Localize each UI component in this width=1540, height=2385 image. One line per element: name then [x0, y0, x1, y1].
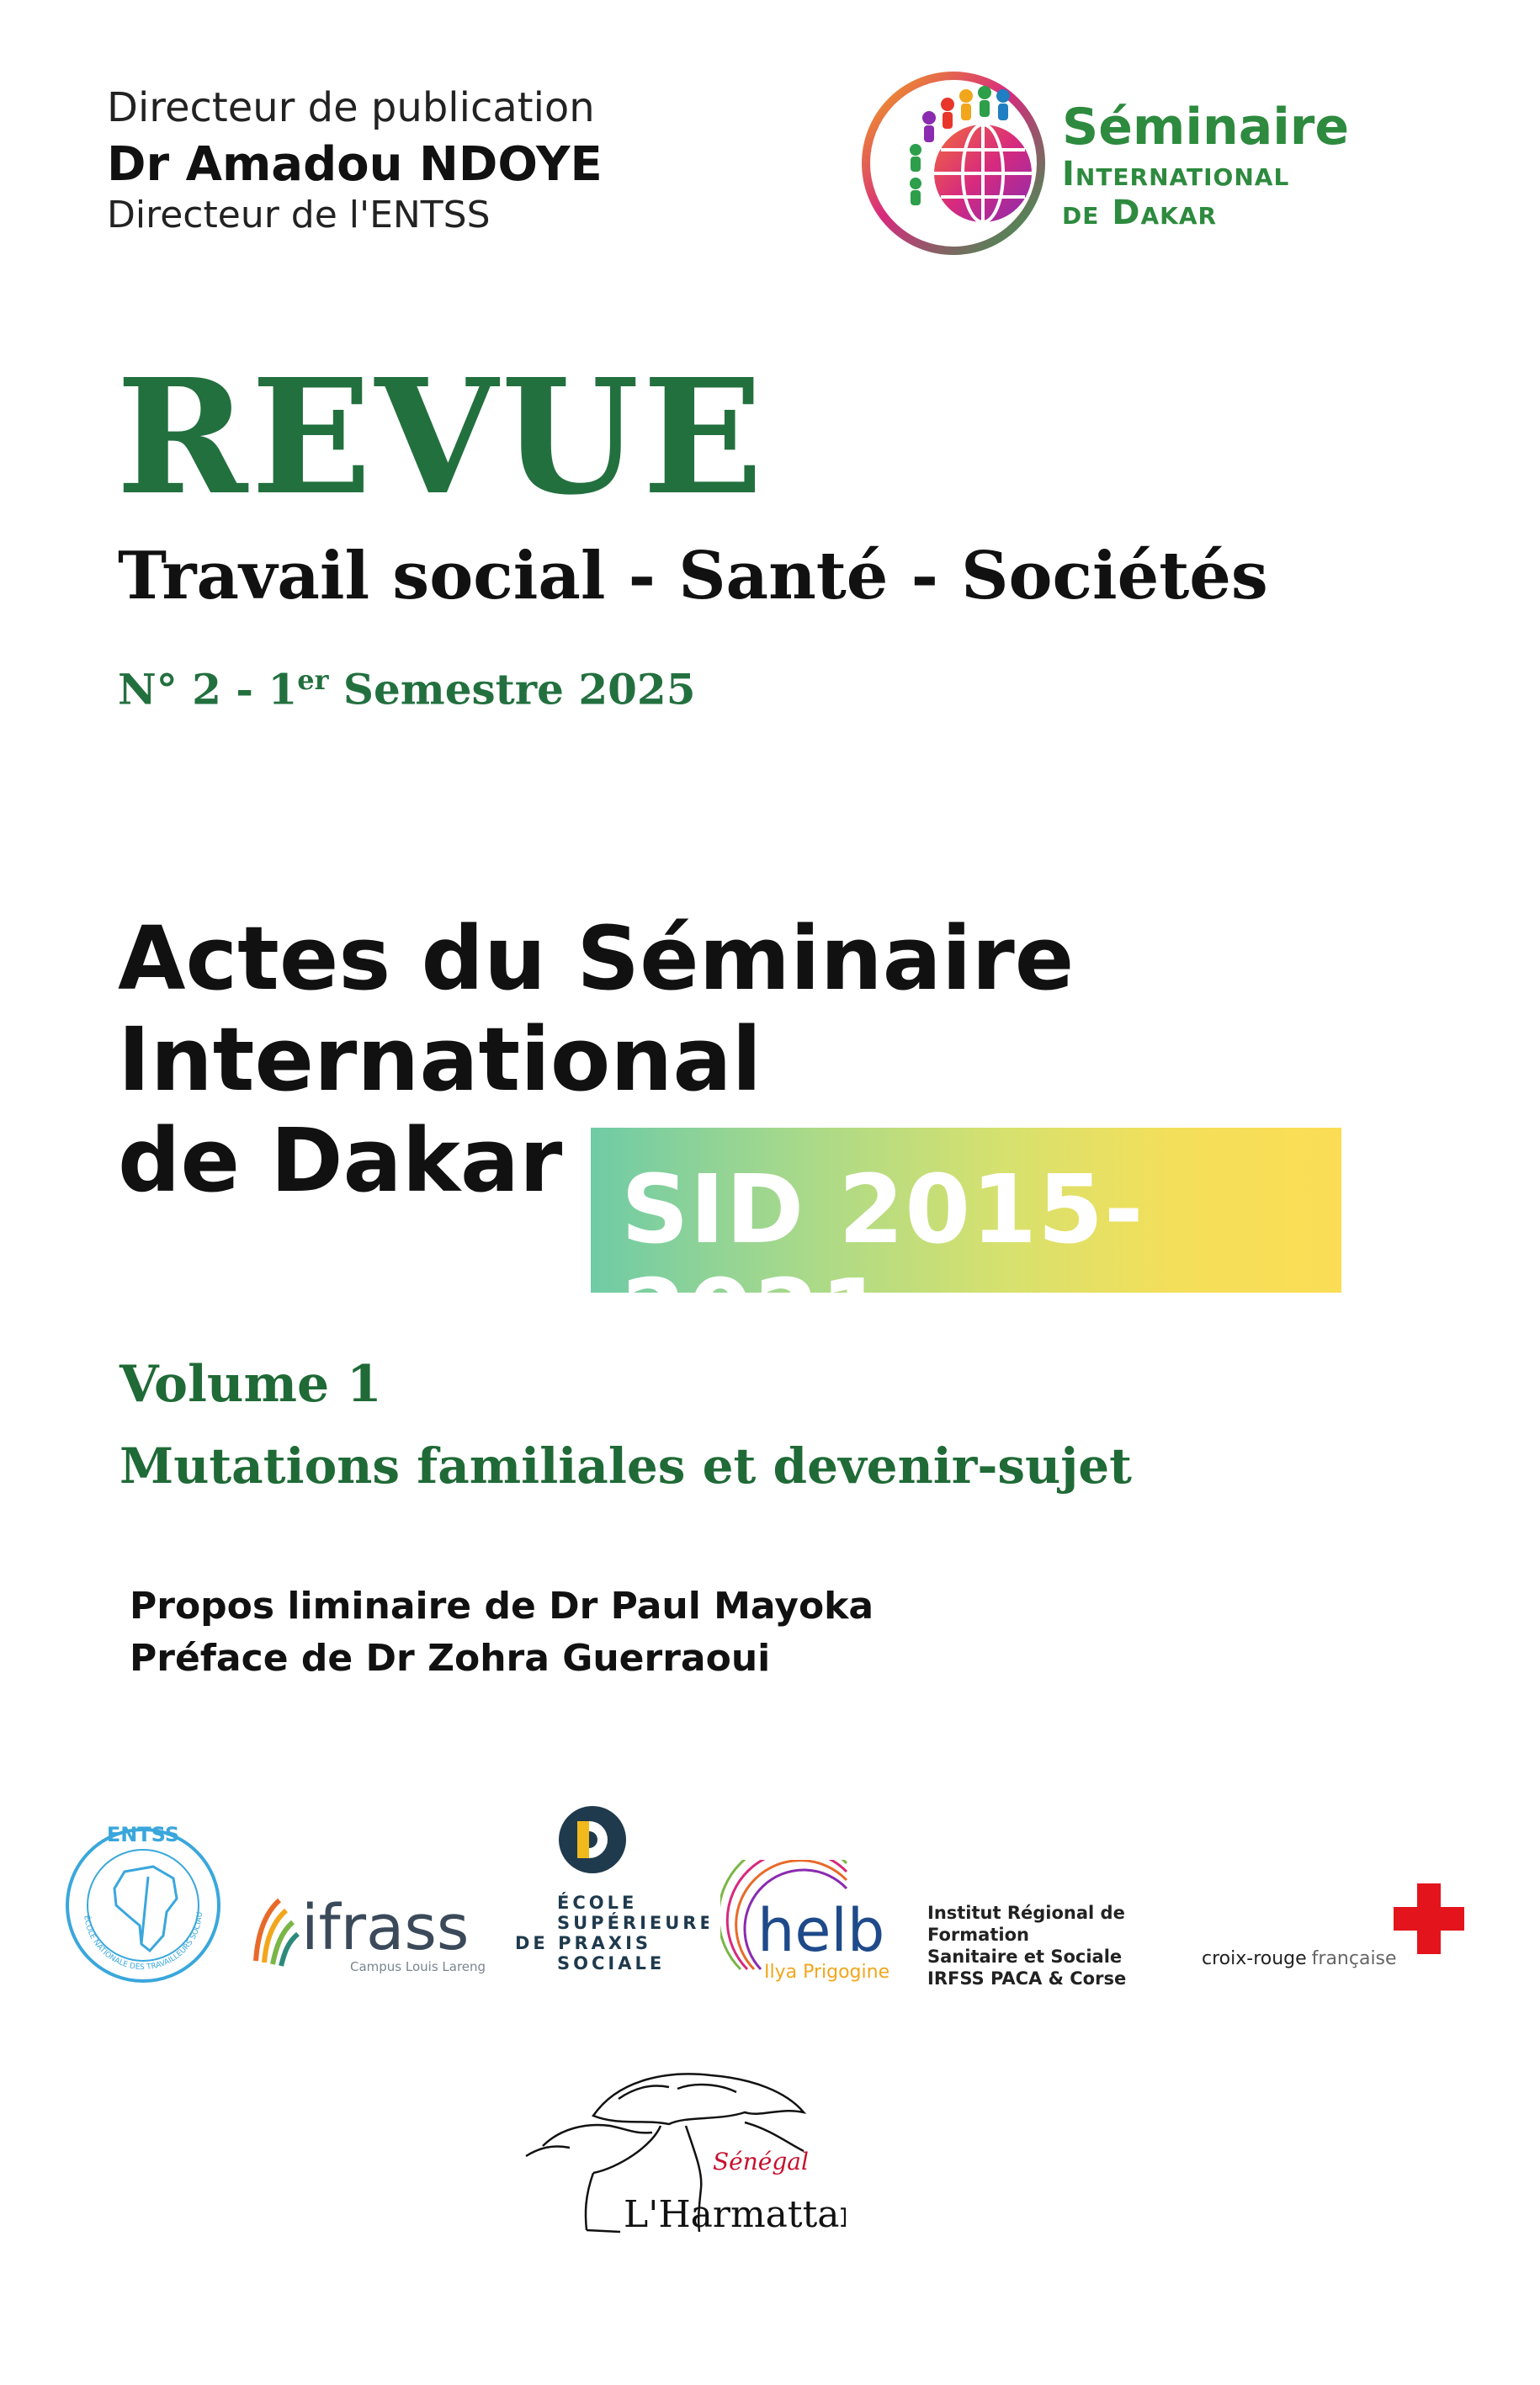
- helb-logo-tagline: Ilya Prigogine: [764, 1962, 890, 1983]
- ifrass-logo-name: ifrass: [301, 1892, 470, 1964]
- seminaire-logo-line2: International: [1062, 155, 1290, 194]
- entss-ring-text: ÉCOLE NATIONALE DES TRAVAILLEURS SOCIAU: [82, 1911, 205, 1973]
- volume-title: Volume 1: [119, 1355, 382, 1414]
- entss-logo-name: ENTSS: [106, 1823, 180, 1846]
- publication-director-role: Directeur de l'ENTSS: [107, 194, 491, 236]
- esps-line4: SOCIALE: [557, 1953, 666, 1973]
- irfss-line1: Institut Régional de Formation: [927, 1903, 1125, 1945]
- red-cross-icon: [1394, 1883, 1464, 1954]
- croix-rouge-name: croix-rouge: [1202, 1948, 1307, 1969]
- preface-credit: Préface de Dr Zohra Guerraoui: [130, 1637, 771, 1680]
- ifrass-logo-tagline: Campus Louis Lareng: [350, 1959, 486, 1974]
- ifrass-logo: [246, 1860, 498, 1986]
- esps-line1: ÉCOLE: [557, 1893, 638, 1913]
- seminaire-logo-line3: de Dakar: [1062, 194, 1218, 232]
- actes-title-line1: Actes du Séminaire: [118, 907, 1075, 1010]
- issue-superscript: er: [297, 664, 329, 696]
- esps-line2: SUPÉRIEURE: [557, 1913, 709, 1933]
- globe-people-icon: [857, 66, 1050, 261]
- revue-title: REVUE: [116, 344, 767, 530]
- publication-director-label: Directeur de publication: [107, 84, 595, 131]
- publication-director-name: Dr Amadou NDOYE: [107, 137, 603, 192]
- publisher-region: Sénégal: [713, 2148, 809, 2175]
- sid-badge: [591, 1128, 1341, 1369]
- issue-number: N° 2 - 1: [118, 664, 298, 714]
- volume-subtitle: Mutations familiales et devenir-sujet: [119, 1437, 1132, 1495]
- irfss-line3: IRFSS PACA & Corse: [927, 1968, 1127, 1989]
- harmattan-logo: [492, 2045, 846, 2240]
- svg-text:croix-rougefrançaise: [1202, 1948, 1397, 1969]
- propos-liminaire: Propos liminaire de Dr Paul Mayoka: [130, 1585, 874, 1628]
- helb-logo: [720, 1860, 902, 1986]
- actes-title-line2: International: [118, 1008, 762, 1111]
- issue-semester: Semestre 2025: [328, 664, 696, 714]
- sid-badge-text: SID 2015-2021: [621, 1155, 1144, 1369]
- publisher-name: L'Harmattan: [624, 2193, 846, 2236]
- entss-logo: [59, 1818, 227, 1986]
- esps-logo: [515, 1801, 709, 1995]
- esps-line3: DE PRAXIS: [515, 1933, 652, 1953]
- irfss-logo: [927, 1902, 1197, 1989]
- helb-logo-name: helb: [757, 1896, 885, 1965]
- seminaire-logo-line1: Séminaire: [1062, 98, 1350, 157]
- revue-issue: [118, 655, 696, 715]
- croix-rouge-logo: [1198, 1883, 1468, 1984]
- seminaire-logo-text: [1062, 99, 1349, 232]
- irfss-line2: Sanitaire et Sociale: [927, 1947, 1123, 1967]
- croix-rouge-name2: française: [1311, 1948, 1397, 1969]
- revue-subtitle: Travail social - Santé - Sociétés: [118, 538, 1268, 614]
- actes-title-line3: de Dakar: [118, 1109, 563, 1212]
